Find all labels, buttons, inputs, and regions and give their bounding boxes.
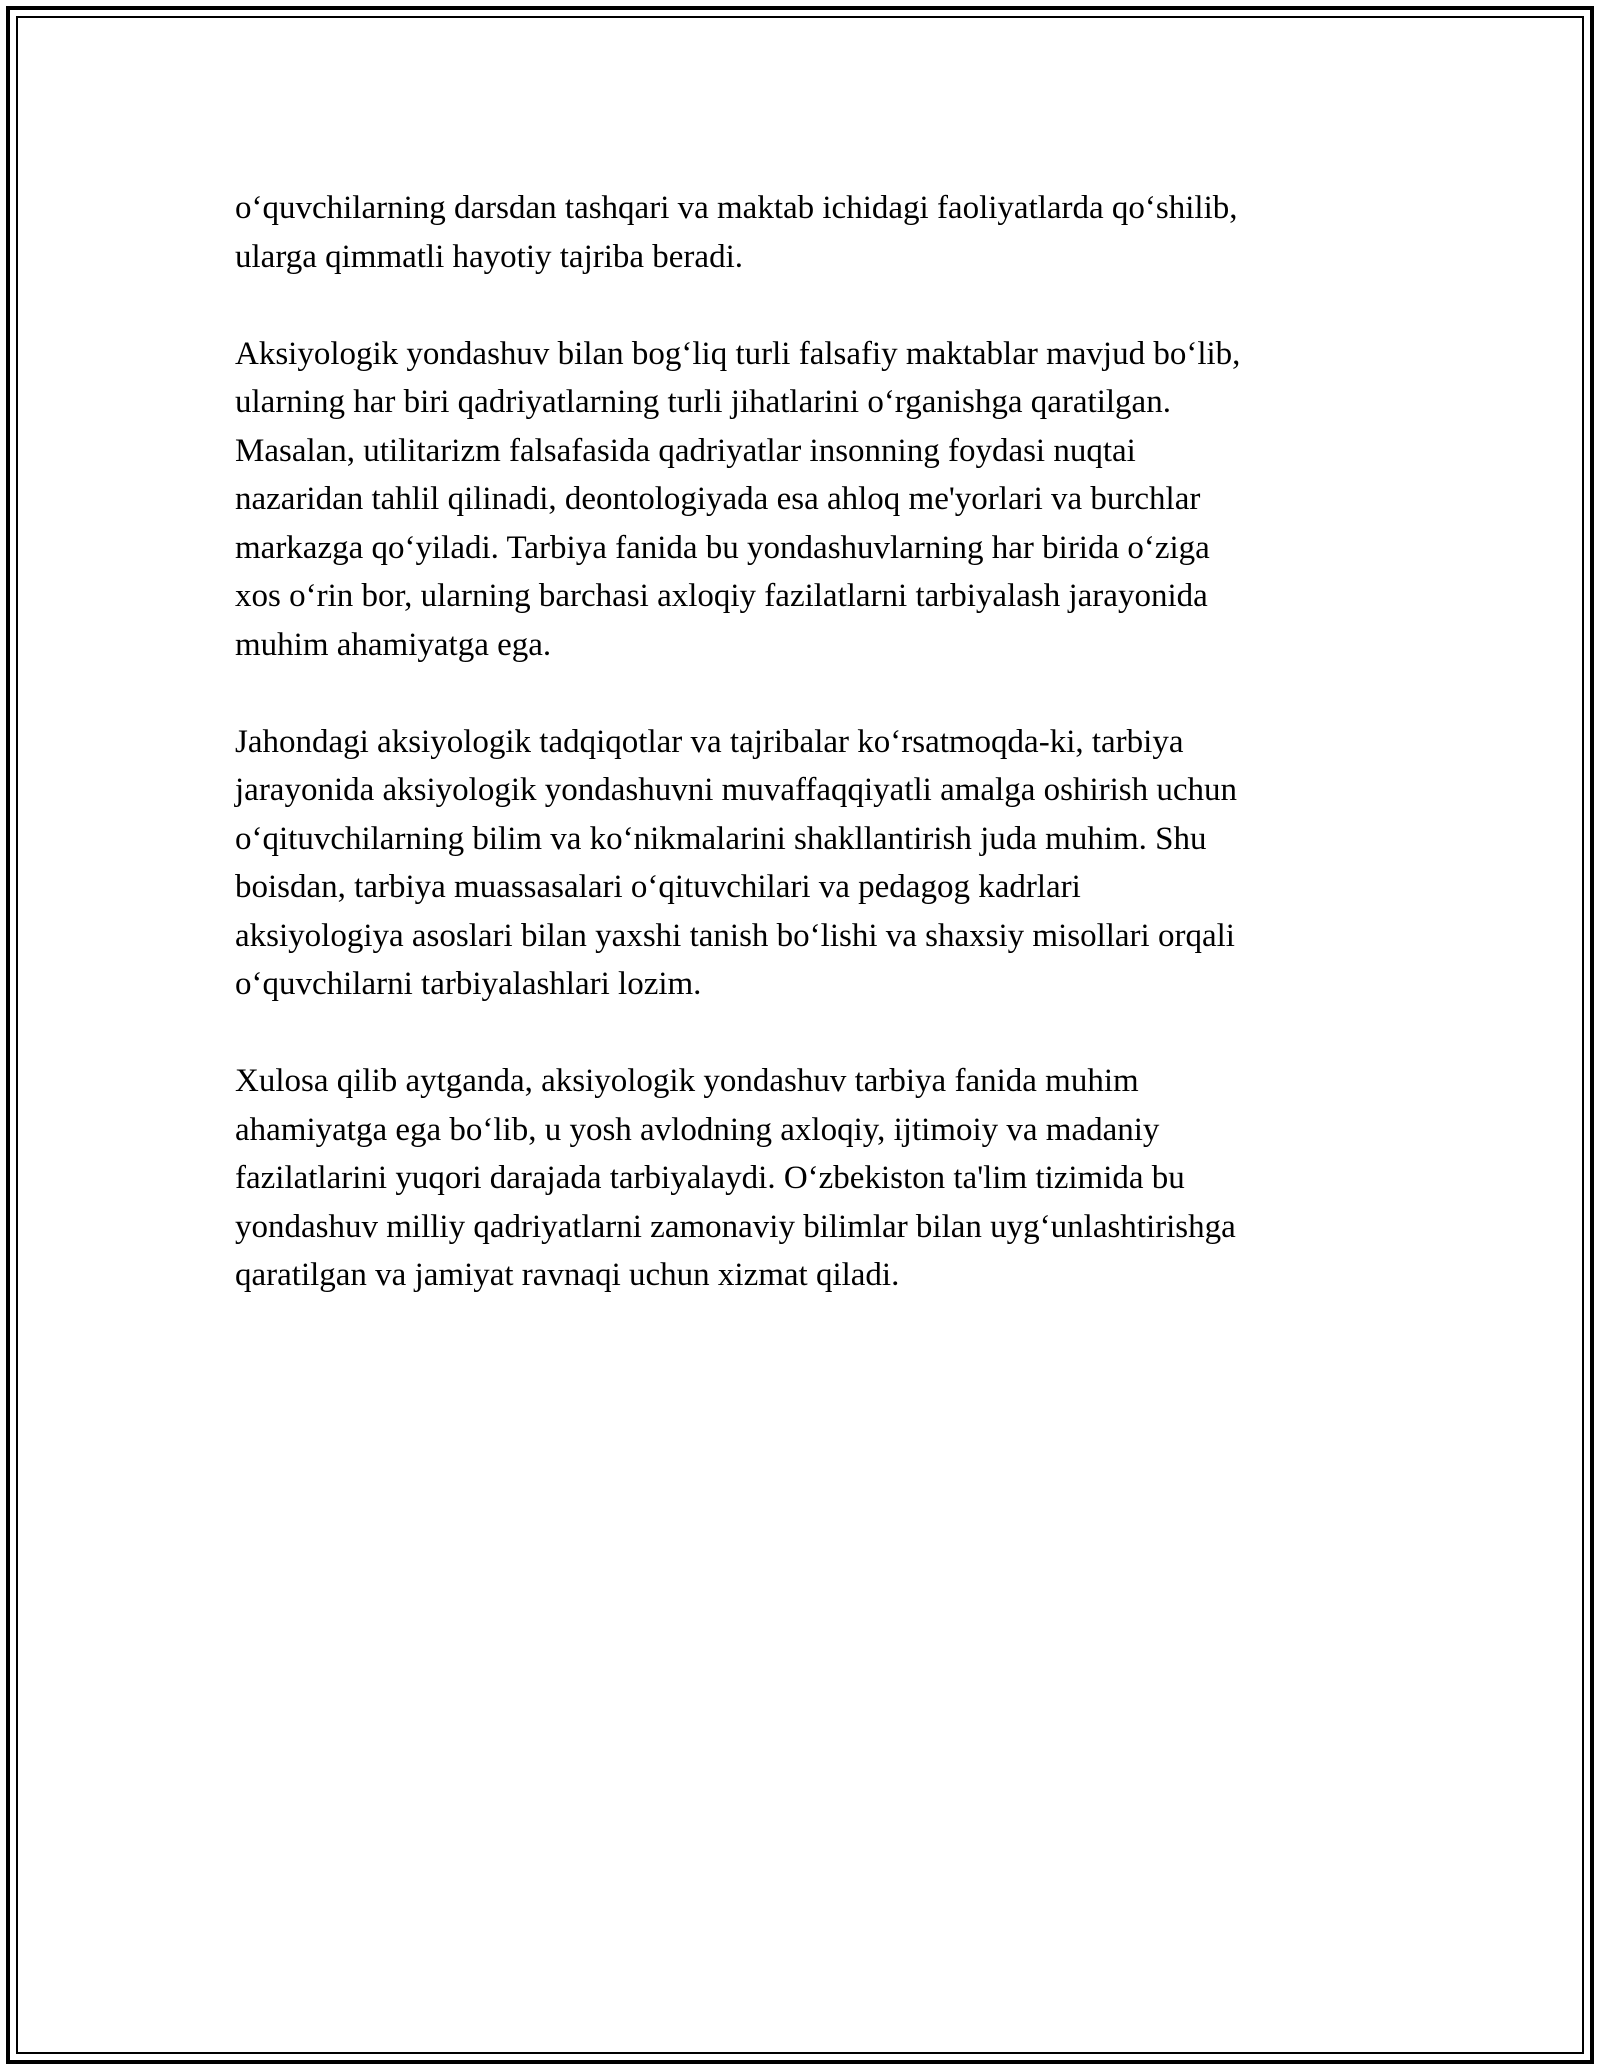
paragraph-philosophical-schools: Aksiyologik yondashuv bilan bog‘liq turli falsafiy maktablar mavjud bo‘lib, ularning har biri qadriyatlarning turli jihatlarini o‘rganishga qaratilgan. Masalan, utilitarizm falsafasida qadriyatlar insonning foydasi nuqtai nazaridan tahlil qilinadi, deontologiyada esa ahloq me'yorlari va burchlar markazga qo‘yiladi. Tarbiya fanida bu yondashuvlarning har birida o‘ziga xos o‘rin bor, ularning barchasi axloqiy fazilatlarni tarbiyalash jarayonida muhim ahamiyatga ega. <box>235 335 1241 663</box>
paragraph-conclusion: Xulosa qilib aytganda, aksiyologik yondashuv tarbiya fanida muhim ahamiyatga ega bo‘lib, u yosh avlodning axloqiy, ijtimoiy va madaniy fazilatlarini yuqori darajada tarbiyalaydi. O‘zbekiston ta'lim tizimida bu yondashuv milliy qadriyatlarni zamonaviy bilimlar bilan uyg‘unlashtirishga qaratilgan va jamiyat ravnaqi uchun xizmat qiladi. <box>235 1063 1236 1293</box>
document-body <box>235 184 1360 1348</box>
paragraph-world-research: Jahondagi aksiyologik tadqiqotlar va tajribalar ko‘rsatmoqda-ki, tarbiya jarayonida aksiyologik yondashuvni muvaffaqqiyatli amalga oshirish uchun o‘qituvchilarning bilim va ko‘nikmalarini shakllantirish juda muhim. Shu boisdan, tarbiya muassasalari o‘qituvchilari va pedagog kadrlari aksiyologiya asoslari bilan yaxshi tanish bo‘lishi va shaxsiy misollari orqali o‘quvchilarni tarbiyalashlari lozim. <box>235 723 1238 1002</box>
paragraph-continuation: o‘quvchilarning darsdan tashqari va maktab ichidagi faoliyatlarda qo‘shilib, ularga qimmatli hayotiy tajriba beradi. <box>235 190 1238 275</box>
